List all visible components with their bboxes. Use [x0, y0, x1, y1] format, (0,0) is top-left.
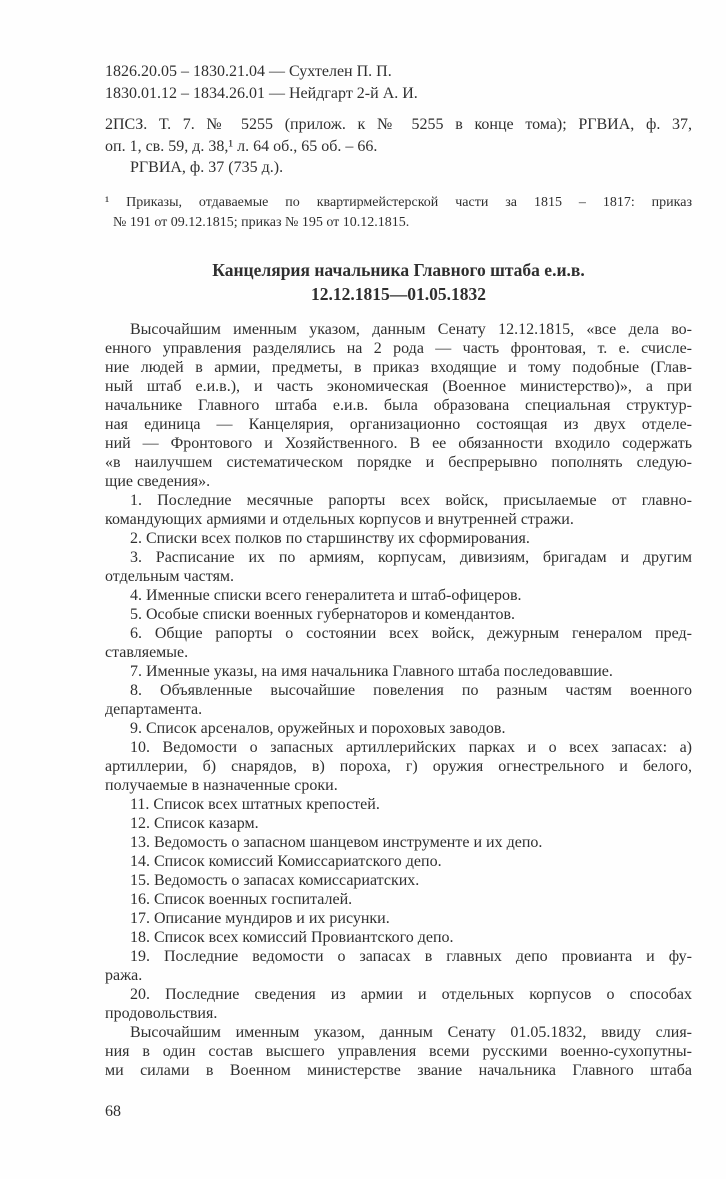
heading-title: Канцелярия начальника Главного штаба е.и.в.: [212, 260, 585, 280]
list-item: [105, 947, 692, 985]
text-line: департамента.: [105, 701, 203, 718]
text-line: енного управления разделялись на 2 рода — часть фронтовая, т. е. счисле-: [105, 340, 692, 357]
text-line: 6. Общие рапорты о состоянии всех войск, дежурным генералом пред-: [130, 625, 692, 642]
footnote: [105, 193, 692, 233]
text-line: 15. Ведомость о запасах комиссариатских.: [130, 872, 420, 889]
text-line: 14. Список комиссий Комиссариатского депо.: [130, 853, 442, 870]
text-line: продовольствия.: [105, 1005, 218, 1022]
text-line: ми силами в Военном министерстве звание начальника Главного штаба: [105, 1062, 692, 1079]
list-item: [105, 909, 692, 928]
text-line: ставляемые.: [105, 644, 189, 661]
text-line: щие сведения».: [105, 473, 211, 490]
text-line: Высочайшим именным указом, данным Сенату 01.05.1832, ввиду слия-: [130, 1024, 692, 1041]
source-line: 2ПСЗ. Т. 7. № 5255 (прилож. к № 5255 в конце тома); РГВИА, ф. 37,: [105, 116, 692, 133]
paragraph: [105, 1023, 692, 1080]
text-line: 1. Последние месячные рапорты всех войск, присылаемые от главно-: [130, 492, 692, 509]
page-number: 68: [105, 1103, 121, 1120]
footnote-line: № 191 от 09.12.1815; приказ № 195 от 10.12.1815.: [113, 215, 410, 230]
text-line: 7. Именные указы, на имя начальника Главного штаба последовавшие.: [130, 663, 613, 680]
text-line: «в наилучшем систематическом порядке и беспрерывно пополнять следую-: [105, 454, 692, 471]
list-item: [105, 719, 692, 738]
list-item: [105, 833, 692, 852]
text-line: 11. Список всех штатных крепостей.: [130, 796, 380, 813]
text-line: Высочайшим именным указом, данным Сенату 12.12.1815, «все дела во-: [130, 321, 692, 338]
tenure-line: 1826.20.05 – 1830.21.04 — Сухтелен П. П.: [105, 63, 392, 80]
list-item: [105, 738, 692, 795]
text-line: 17. Описание мундиров и их рисунки.: [130, 910, 390, 927]
text-line: командующих армиями и отдельных корпусов и внутренней стражи.: [105, 511, 574, 528]
list-item: [105, 681, 692, 719]
list-item: [105, 662, 692, 681]
heading-dates: 12.12.1815—01.05.1832: [311, 284, 486, 304]
paragraph: [105, 320, 692, 491]
text-line: 12. Список казарм.: [130, 815, 259, 832]
section-heading: [105, 258, 692, 306]
text-line: ная единица — Канцелярия, организационно состоящая из двух отделе-: [105, 416, 692, 433]
list-item: [105, 491, 692, 529]
archive-reference: РГВИА, ф. 37 (735 д.).: [130, 159, 284, 176]
text-line: ража.: [105, 967, 143, 984]
list-item: [105, 548, 692, 586]
text-line: 20. Последние сведения из армии и отдельных корпусов о способах: [130, 986, 692, 1003]
source-line: оп. 1, св. 59, д. 38,¹ л. 64 об., 65 об. – 66.: [105, 137, 378, 155]
body-text: [105, 320, 692, 1080]
footnote-line: ¹ Приказы, отдаваемые по квартирмейстерской части за 1815 – 1817: приказ: [105, 195, 692, 210]
text-line: ние людей в армии, предметы, в приказ входящие и тому подобные (Глав-: [105, 359, 692, 376]
text-line: 8. Объявленные высочайшие повеления по разным частям военного: [130, 682, 692, 699]
list-item: [105, 624, 692, 662]
text-line: 19. Последние ведомости о запасах в главных депо провианта и фу-: [130, 948, 692, 965]
text-line: получаемые в назначенные сроки.: [105, 777, 338, 794]
text-line: 5. Особые списки военных губернаторов и комендантов.: [130, 606, 516, 623]
list-item: [105, 795, 692, 814]
tenure-line: 1830.01.12 – 1834.26.01 — Нейдгарт 2-й А. И.: [105, 85, 418, 102]
text-line: 13. Ведомость о запасном шанцевом инструменте и их депо.: [130, 834, 543, 851]
sources-block: [105, 114, 692, 179]
list-item: [105, 928, 692, 947]
list-item: [105, 871, 692, 890]
text-line: ный штаб е.и.в.), и часть экономическая (Военное министерство)», а при: [105, 378, 692, 395]
text-line: артиллерии, б) снарядов, в) пороха, г) оружия огнестрельного и белого,: [105, 758, 692, 775]
list-item: [105, 605, 692, 624]
text-line: ния в один состав высшего управления всеми русскими военно-сухопутны-: [105, 1043, 692, 1060]
list-item: [105, 890, 692, 909]
text-line: 2. Списки всех полков по старшинству их сформирования.: [130, 530, 530, 547]
text-line: 16. Список военных госпиталей.: [130, 891, 353, 908]
text-line: 10. Ведомости о запасных артиллерийских парках и о всех запасах: а): [130, 739, 692, 756]
list-item: [105, 852, 692, 871]
text-line: 3. Расписание их по армиям, корпусам, дивизиям, бригадам и другим: [130, 549, 692, 566]
list-item: [105, 529, 692, 548]
text-line: начальнике Главного штаба е.и.в. была образована специальная структур-: [105, 397, 692, 414]
list-item: [105, 586, 692, 605]
list-item: [105, 814, 692, 833]
tenure-list: [105, 61, 692, 105]
text-line: ний — Фронтового и Хозяйственного. В ее обязанности входило содержать: [105, 435, 692, 452]
list-item: [105, 985, 692, 1023]
text-line: отдельным частям.: [105, 568, 235, 585]
text-line: 4. Именные списки всего генералитета и штаб-офицеров.: [130, 587, 522, 604]
text-line: 9. Список арсеналов, оружейных и пороховых заводов.: [130, 720, 506, 737]
text-line: 18. Список всех комиссий Провиантского депо.: [130, 929, 454, 946]
